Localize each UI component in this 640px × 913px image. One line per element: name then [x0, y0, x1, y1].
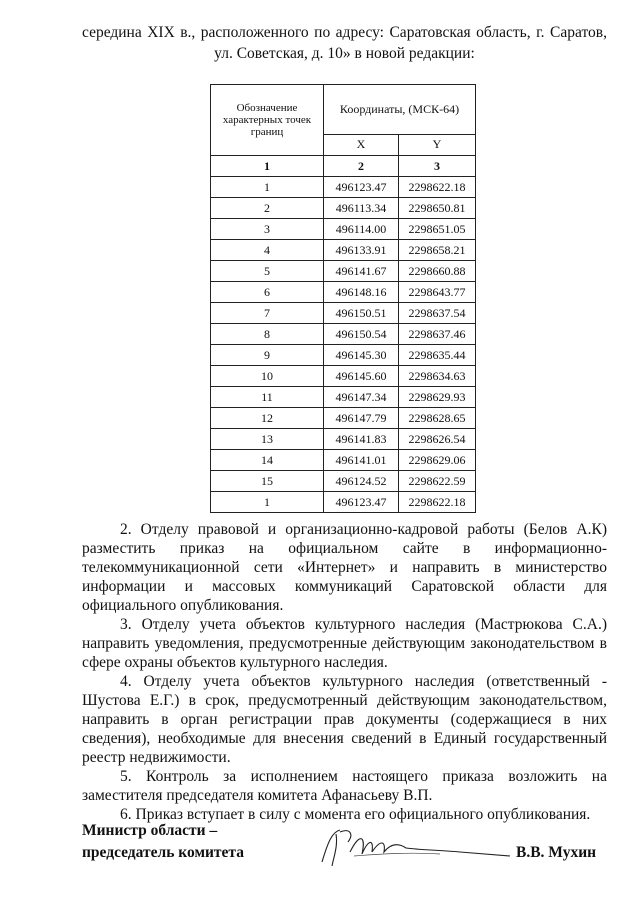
intro-line-1: середина XIX в., расположенного по адресу: Саратовская область, г. Саратов,: [82, 24, 607, 41]
y-coordinate: 2298637.46: [399, 324, 476, 345]
coordinates-table: [210, 84, 476, 513]
x-coordinate: 496141.83: [324, 429, 399, 450]
table-row: [211, 240, 476, 261]
point-label: 6: [211, 282, 324, 303]
intro-text: [82, 22, 607, 64]
header-y: Y: [399, 134, 476, 155]
y-coordinate: 2298651.05: [399, 219, 476, 240]
x-coordinate: 496145.30: [324, 345, 399, 366]
y-coordinate: 2298628.65: [399, 408, 476, 429]
point-label: 3: [211, 219, 324, 240]
table-row: [211, 429, 476, 450]
paragraph-2: 2. Отделу правовой и организационно-кадровой работы (Белов А.К) разместить приказ на официальном сайте в информационно-телекоммуникационной сети «Интернет» и направить в министерство информации и массовых коммуникаций Саратовской области для официального опубликования.: [82, 521, 607, 614]
point-label: 13: [211, 429, 324, 450]
paragraph-5: 5. Контроль за исполнением настоящего приказа возложить на заместителя председателя комитета Афанасьеву В.П.: [82, 768, 607, 804]
x-coordinate: 496147.34: [324, 387, 399, 408]
x-coordinate: 496150.51: [324, 303, 399, 324]
signatory-title-line-1: Министр области –: [82, 822, 218, 839]
y-coordinate: 2298660.88: [399, 261, 476, 282]
table-row: [211, 282, 476, 303]
point-label: 14: [211, 450, 324, 471]
y-coordinate: 2298629.93: [399, 387, 476, 408]
table-row: [211, 324, 476, 345]
point-label: 15: [211, 471, 324, 492]
y-coordinate: 2298637.54: [399, 303, 476, 324]
y-coordinate: 2298622.18: [399, 492, 476, 513]
point-label: 11: [211, 387, 324, 408]
column-index: 1: [211, 156, 324, 177]
point-label: 1: [211, 177, 324, 198]
point-label: 5: [211, 261, 324, 282]
y-coordinate: 2298626.54: [399, 429, 476, 450]
paragraph-3: 3. Отделу учета объектов культурного наследия (Мастрюкова С.А.) направить уведомления, предусмотренные действующим законодательством в сфере охраны объектов культурного наследия.: [82, 616, 607, 671]
paragraph-4: 4. Отделу учета объектов культурного наследия (ответственный - Шустова Е.Г.) в срок, предусмотренный действующим законодательством, направить в орган регистрации прав документы (содержащиеся в них сведения), необходимые для внесения сведений в Единый государственный реестр недвижимости.: [82, 673, 607, 766]
table-row: [211, 471, 476, 492]
y-coordinate: 2298658.21: [399, 240, 476, 261]
x-coordinate: 496123.47: [324, 492, 399, 513]
table-row: [211, 450, 476, 471]
y-coordinate: 2298622.18: [399, 177, 476, 198]
x-coordinate: 496123.47: [324, 177, 399, 198]
point-label: 2: [211, 198, 324, 219]
point-label: 4: [211, 240, 324, 261]
signatory-title: [82, 820, 244, 864]
table-row: [211, 219, 476, 240]
point-label: 7: [211, 303, 324, 324]
point-label: 12: [211, 408, 324, 429]
y-coordinate: 2298634.63: [399, 366, 476, 387]
column-index: 3: [399, 156, 476, 177]
paragraph-6: 6. Приказ вступает в силу с момента его официального опубликования.: [120, 806, 591, 823]
intro-line-2: ул. Советская, д. 10» в новой редакции:: [214, 45, 475, 62]
table-row: [211, 261, 476, 282]
x-coordinate: 496124.52: [324, 471, 399, 492]
x-coordinate: 496145.60: [324, 366, 399, 387]
table-row: [211, 198, 476, 219]
x-coordinate: 496141.01: [324, 450, 399, 471]
x-coordinate: 496113.34: [324, 198, 399, 219]
point-label: 1: [211, 492, 324, 513]
header-x: X: [324, 134, 399, 155]
point-label: 10: [211, 366, 324, 387]
header-point: Обозначение характерных точек границ: [211, 85, 324, 156]
signatory-name: В.В. Мухин: [516, 844, 597, 861]
column-index: 2: [324, 156, 399, 177]
handwritten-signature: [310, 822, 510, 872]
y-coordinate: 2298650.81: [399, 198, 476, 219]
x-coordinate: 496150.54: [324, 324, 399, 345]
x-coordinate: 496133.91: [324, 240, 399, 261]
y-coordinate: 2298643.77: [399, 282, 476, 303]
x-coordinate: 496147.79: [324, 408, 399, 429]
table-row: [211, 345, 476, 366]
signatory-title-line-2: председатель комитета: [82, 844, 244, 861]
table-row: [211, 177, 476, 198]
y-coordinate: 2298635.44: [399, 345, 476, 366]
point-label: 9: [211, 345, 324, 366]
order-paragraphs: [82, 520, 607, 824]
y-coordinate: 2298629.06: [399, 450, 476, 471]
table-row: [211, 492, 476, 513]
x-coordinate: 496148.16: [324, 282, 399, 303]
table-row: [211, 366, 476, 387]
table-row: [211, 387, 476, 408]
x-coordinate: 496141.67: [324, 261, 399, 282]
x-coordinate: 496114.00: [324, 219, 399, 240]
y-coordinate: 2298622.59: [399, 471, 476, 492]
table-row: [211, 303, 476, 324]
point-label: 8: [211, 324, 324, 345]
table-row: [211, 408, 476, 429]
header-coordinates: Координаты, (МСК-64): [324, 85, 476, 135]
